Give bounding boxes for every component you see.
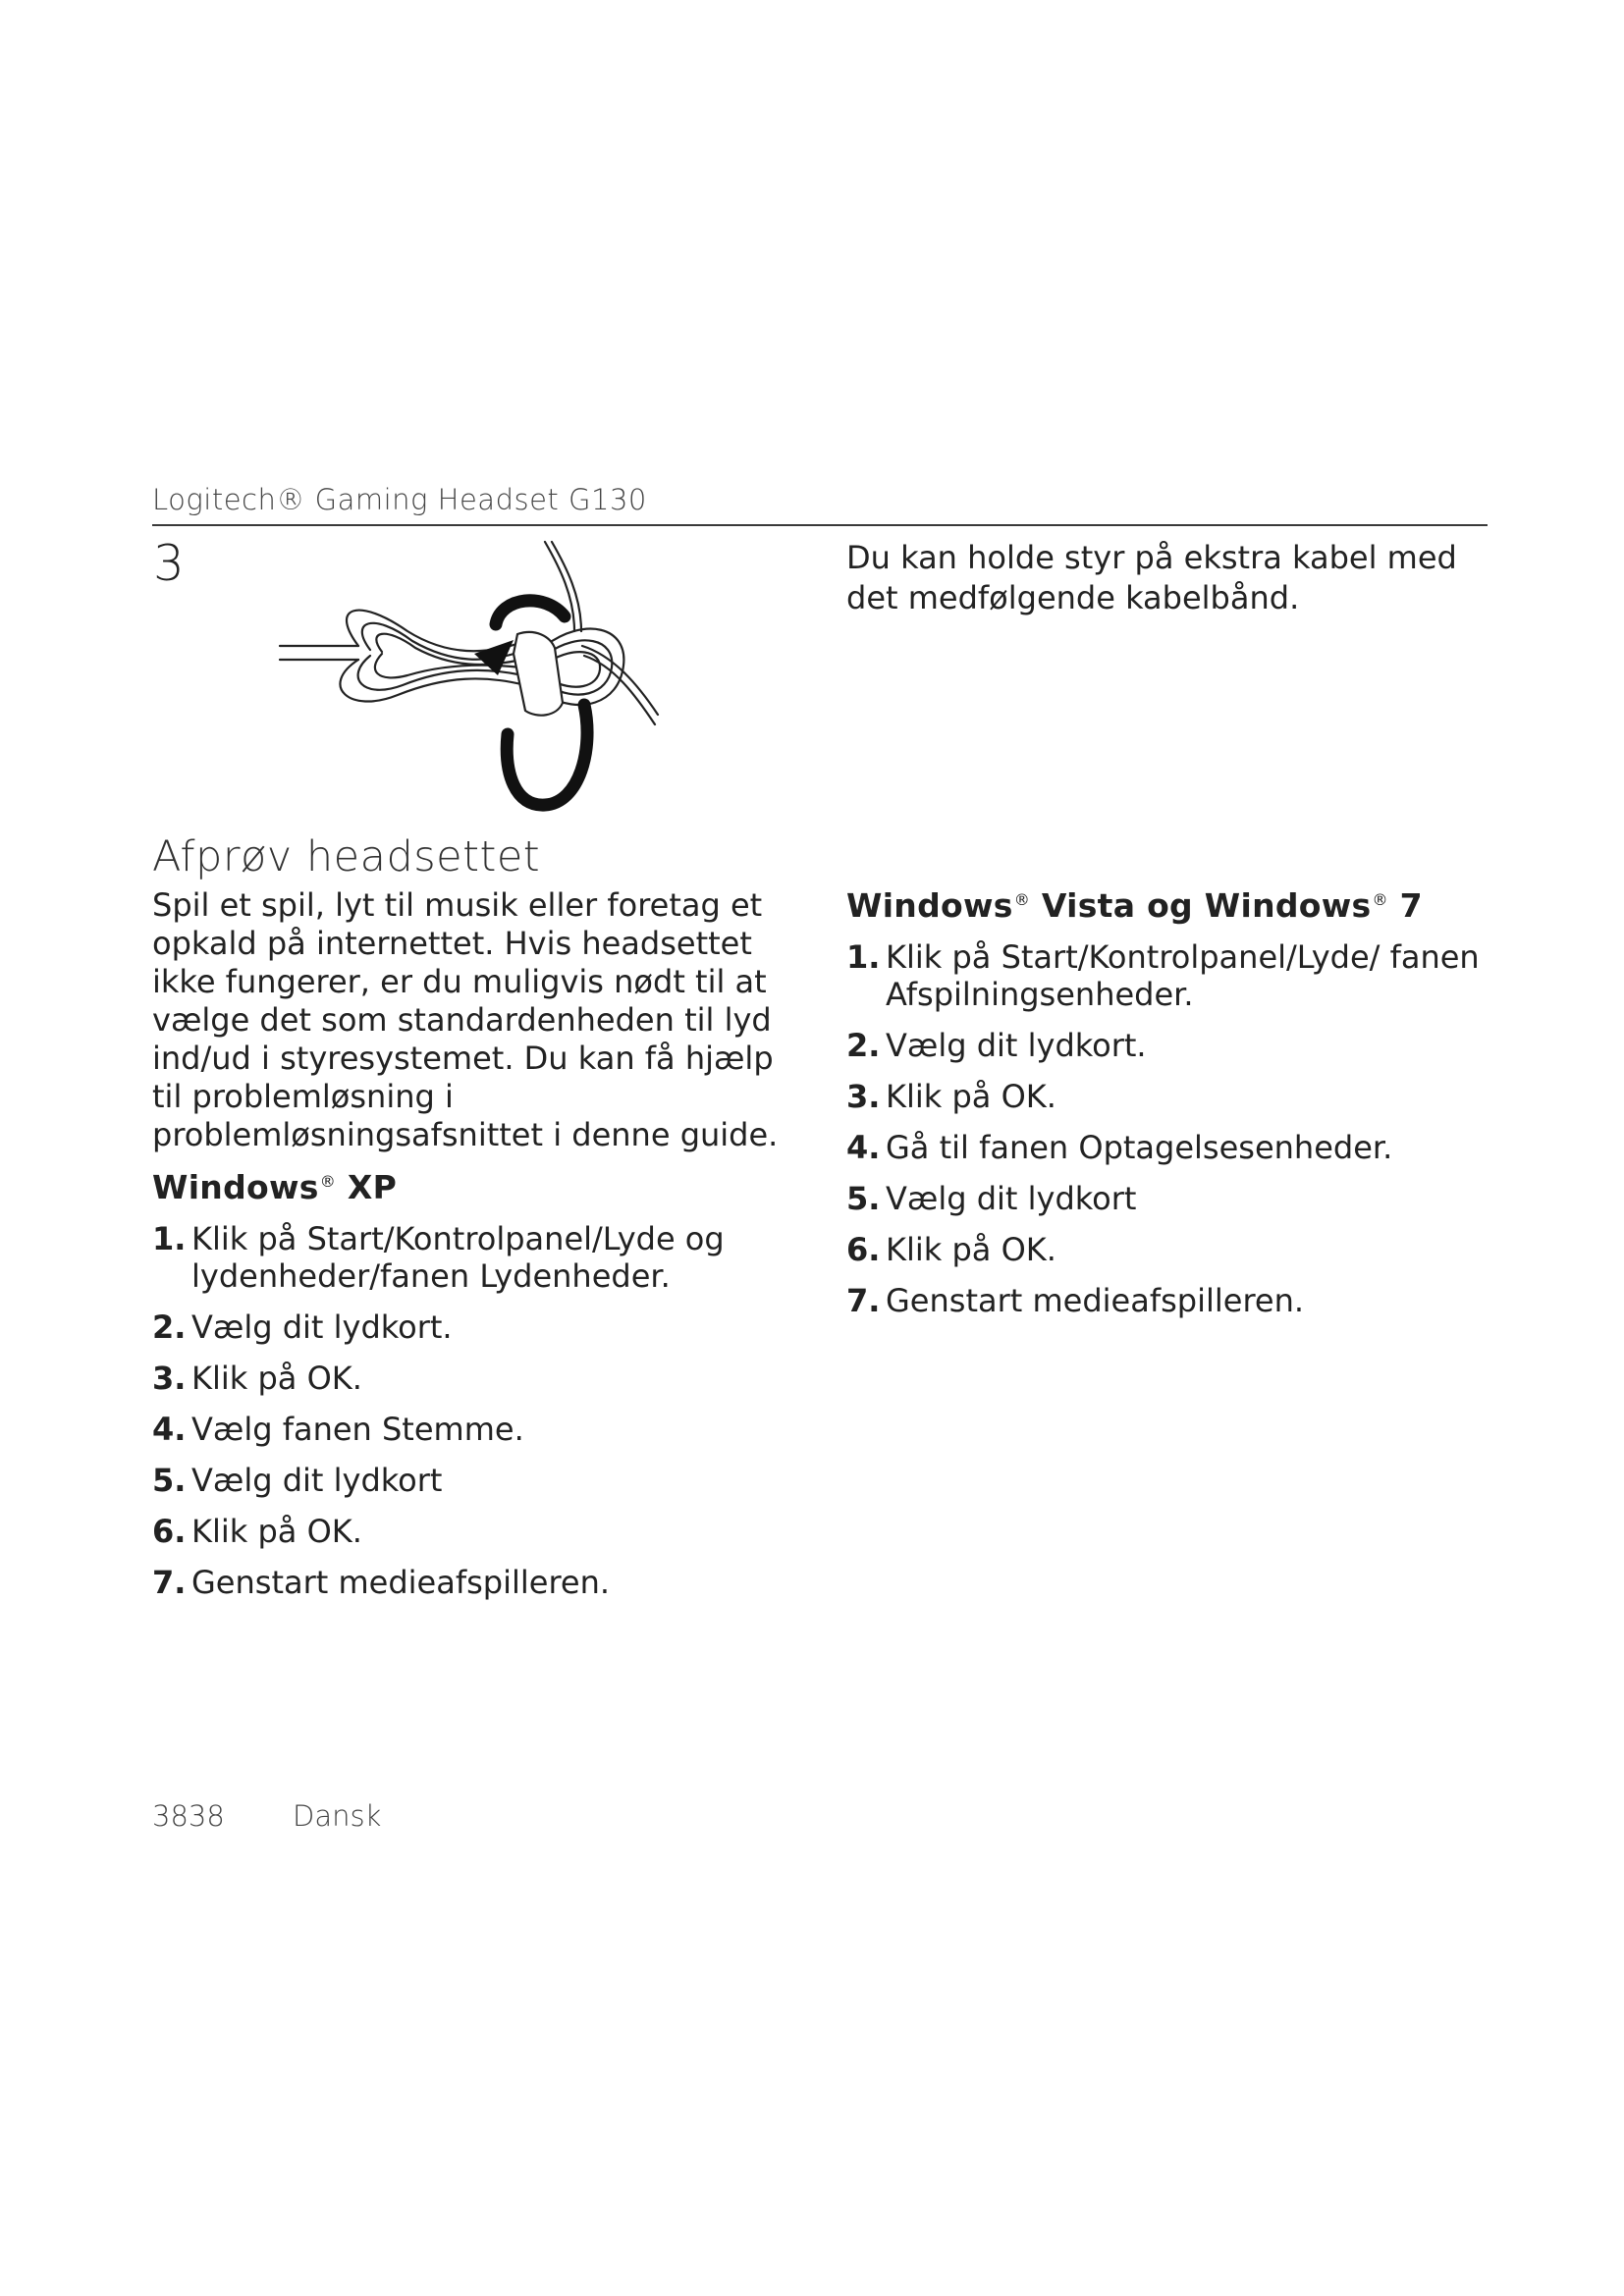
step-text: Klik på OK. — [886, 1231, 1056, 1268]
step-text: Vælg dit lydkort. — [191, 1308, 453, 1346]
windows-vista-7-steps — [846, 938, 1494, 1319]
cable-tie-illustration — [250, 538, 663, 823]
step-num: 1. — [846, 938, 881, 976]
windows-xp-section — [152, 1168, 820, 1615]
step-text: Genstart medieafspilleren. — [191, 1564, 611, 1601]
step-num: 6. — [152, 1513, 187, 1550]
step-text: Klik på Start/Kontrolpanel/Lyde/ fanen Afspilningsenheder. — [886, 938, 1480, 1013]
windows-xp-heading — [152, 1168, 820, 1206]
language-label: Dansk — [293, 1799, 382, 1833]
list-item — [152, 1360, 820, 1397]
list-item — [846, 1027, 1494, 1064]
step-num: 7. — [846, 1282, 881, 1319]
windows-vista-7-section — [846, 886, 1494, 1333]
step-num: 3. — [152, 1360, 187, 1397]
step-num: 3. — [846, 1078, 881, 1115]
list-item — [152, 1411, 820, 1448]
section-title: Afprøv headsettet — [152, 832, 541, 881]
step-text: Vælg dit lydkort — [886, 1180, 1137, 1217]
list-item — [846, 1078, 1494, 1115]
list-item — [152, 1220, 820, 1295]
step-num: 7. — [152, 1564, 187, 1601]
step-num: 1. — [152, 1220, 187, 1257]
step-text: Klik på Start/Kontrolpanel/Lyde og lydenheder/fanen Lydenheder. — [191, 1220, 725, 1295]
list-item — [846, 938, 1494, 1013]
registered-mark: ® — [319, 1172, 337, 1191]
list-item — [152, 1513, 820, 1550]
list-item — [152, 1308, 820, 1346]
registered-mark: ® — [1013, 890, 1031, 909]
step-3-line-1: Du kan holde styr på ekstra kabel med — [846, 539, 1457, 576]
step-text: Vælg fanen Stemme. — [191, 1411, 524, 1448]
registered-mark: ® — [1372, 890, 1388, 909]
list-item — [846, 1282, 1494, 1319]
vista-heading-part-2: Vista og Windows — [1030, 886, 1372, 925]
step-text: Klik på OK. — [191, 1513, 362, 1550]
step-text: Genstart medieafspilleren. — [886, 1282, 1305, 1319]
step-num: 5. — [846, 1180, 881, 1217]
list-item — [152, 1564, 820, 1601]
vista-heading-part-3: 7 — [1387, 886, 1423, 925]
list-item — [152, 1462, 820, 1499]
windows-xp-heading-part-1: Windows — [152, 1168, 319, 1206]
step-number: 3 — [153, 535, 185, 592]
list-item — [846, 1129, 1494, 1166]
step-text: Klik på OK. — [886, 1078, 1056, 1115]
step-num: 5. — [152, 1462, 187, 1499]
windows-xp-heading-part-2: XP — [336, 1168, 398, 1206]
step-text: Klik på OK. — [191, 1360, 362, 1397]
step-num: 2. — [846, 1027, 881, 1064]
page-footer — [152, 1799, 381, 1833]
step-num: 2. — [152, 1308, 187, 1346]
section-intro: Spil et spil, lyt til musik eller foretag et opkald på internettet. Hvis headsettet ikke fungerer, er du muligvis nødt til at vælge det som standardenheden til lyd ind/ud i styresystemet. Du kan få hjælp til problemløsning i problemløsningsafsnittet i denne guide. — [152, 886, 779, 1153]
step-3-line-2: det medfølgende kabelbånd. — [846, 579, 1300, 616]
step-text: Gå til fanen Optagelsesenheder. — [886, 1129, 1393, 1166]
list-item — [846, 1231, 1494, 1268]
windows-vista-7-heading — [846, 886, 1494, 925]
step-3-description — [846, 538, 1475, 618]
step-num: 6. — [846, 1231, 881, 1268]
step-text: Vælg dit lydkort. — [886, 1027, 1147, 1064]
step-text: Vælg dit lydkort — [191, 1462, 443, 1499]
windows-xp-steps — [152, 1220, 820, 1601]
vista-heading-part-1: Windows — [846, 886, 1013, 925]
step-num: 4. — [152, 1411, 187, 1448]
list-item — [846, 1180, 1494, 1217]
page-number: 3838 — [152, 1799, 225, 1833]
header-rule — [152, 524, 1488, 526]
document-header: Logitech® Gaming Headset G130 — [152, 483, 647, 516]
step-num: 4. — [846, 1129, 881, 1166]
